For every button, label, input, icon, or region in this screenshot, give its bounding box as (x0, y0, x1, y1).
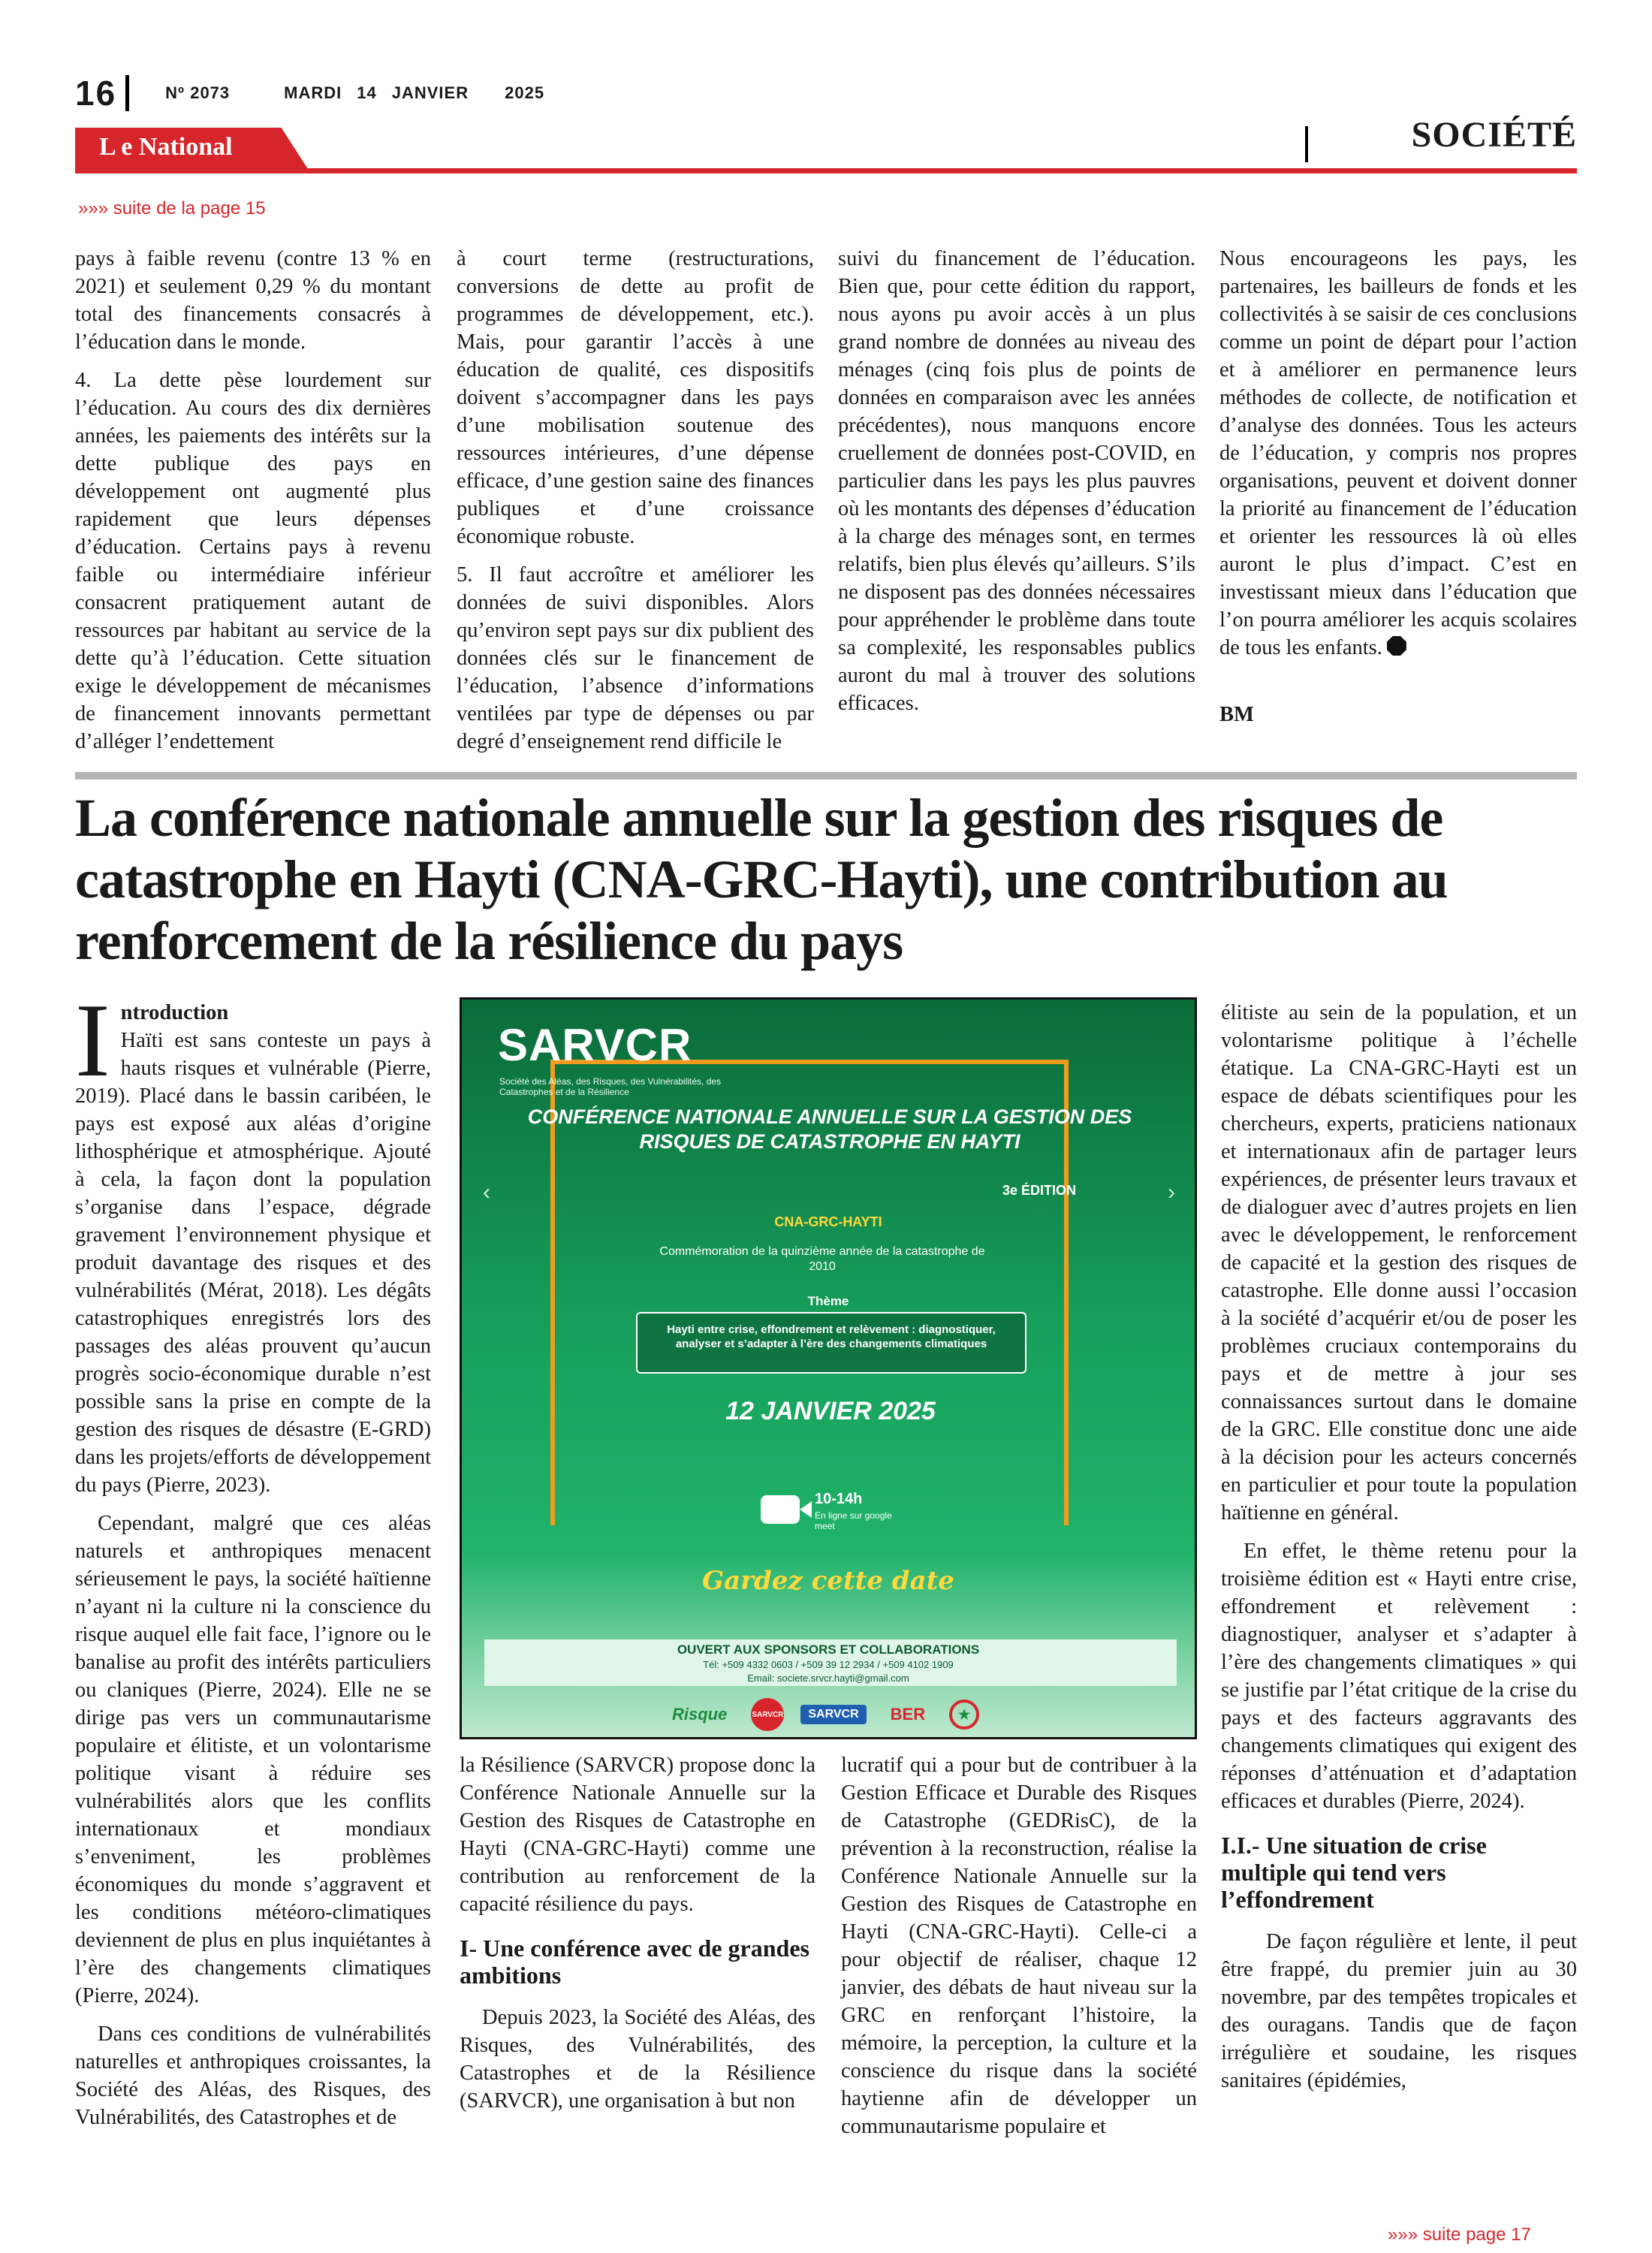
paragraph: Haïti est sans conteste un pays à hauts risques et vulnérable (Pierre, 2019). Placé dans le bassin caribéen, le pays est exposé aux aléas d’origine lithosphérique et atmosphérique. Ajouté à cela, la façon dont la population s’organise dans l’espace, dégrade gravement l’environnement physique et produit davantage des risques et des vulnérabilités (Mérat, 2018). Les dégâts catastrophiques enregistrés lors des passages des aléas prouvent qu’aucun progrès socio-économique durable n’est possible sans la prise en compte de la gestion des risques de désastre (E-GRD) dans les projets/efforts de développement du pays (Pierre, 2023). (75, 1029, 431, 1497)
sarvcr-badge-logo: SARVCR (800, 1705, 866, 1724)
star-logo: ★ (949, 1700, 979, 1730)
main-article-column-1 (75, 982, 431, 2142)
year: 2025 (505, 83, 545, 102)
chevron-right-icon: › (1168, 1180, 1175, 1205)
masthead (75, 72, 598, 114)
top-article-column-3 (838, 245, 1195, 728)
poster-date: 12 JANVIER 2025 (725, 1397, 936, 1425)
poster-save-date: Gardez cette date (702, 1566, 954, 1596)
paragraph: lucratif qui a pour but de contribuer à la Gestion Efficace et Durable des Risques de Catastrophe (GEDRisC), de la prévention à la reconstruction, réalise la Conférence Nationale Annuelle sur la Gestion des Risques de Catastrophe en Hayti (CNA-GRC-Hayti). Celle-ci a pour objectif de réaliser, chaque 12 janvier, des débats de haut niveau sur la GRC en renforçant l’histoire, la mémoire, la perception, la culture et la conscience du risque dans la société haytienne afin de développer un communautarisme populaire et (841, 1754, 1197, 2138)
end-of-article-icon (1387, 636, 1406, 656)
paragraph (1219, 245, 1577, 662)
sarvcr-logo: SARVCR (498, 1020, 692, 1070)
continued-from: »»» suite de la page 15 (78, 198, 266, 219)
sponsor-logos (665, 1698, 979, 1731)
top-article-column-4 (1219, 245, 1577, 739)
section-title: SOCIÉTÉ (1411, 115, 1577, 155)
header-rule (75, 168, 1577, 173)
paragraph: 5. Il faut accroître et améliorer les données de suivi disponibles. Alors qu’environ sept pays sur dix publient des données clés sur le financement de l’éducation, l’absence d’informations ventilées par type de dépenses ou par degré d’enseignement rend difficile le (457, 563, 814, 753)
poster-theme: Hayti entre crise, effondrement et relèvement : diagnostiquer, analyser et s’adapter à l’ère des changements climatiques (636, 1312, 1026, 1374)
paragraph: Dans ces conditions de vulnérabilités naturelles et anthropiques croissantes, la Société des Aléas, des Risques, des Vulnérabilités, des Catastrophes et de (75, 2022, 431, 2129)
paragraph: pays à faible revenu (contre 13 % en 2021) et seulement 0,29 % du montant total des financements consacrés à l’éducation dans le monde. (75, 247, 431, 354)
page-number: 16 (75, 74, 117, 113)
top-article-column-1 (75, 245, 431, 766)
poster-phone: Tél: +509 4332 0603 / +509 39 12 2934 / +509 4102 1909 (703, 1659, 954, 1670)
poster-open-to: OUVERT AUX SPONSORS ET COLLABORATIONS (677, 1642, 980, 1657)
poster-acronym: CNA-GRC-HAYTI (774, 1214, 882, 1229)
chevron-left-icon: ‹ (483, 1180, 490, 1205)
main-article-column-2 (460, 1751, 815, 2125)
poster-edition: 3e ÉDITION (1002, 1183, 1077, 1198)
video-camera-icon (761, 1495, 800, 1524)
sarvcr-round-logo: SARVCR (751, 1698, 784, 1731)
paragraph: élitiste au sein de la population, et un volontarisme politique à l’échelle étatique. La CNA-GRC-Hayti est un espace de débats scientifiques pour les chercheurs, experts, praticiens nationaux et internationaux afin de partager leurs expériences, de présenter leurs travaux et de dialoguer avec d’autres projets en lien avec le développement, le renforcement de capacité et la gestion des risques de catastrophe. Elle donne aussi l’occasion à la société d’acquérir et/ou de poser les problèmes cruciaux contemporains du pays et de mettre à jour ses connaissances surtout dans le domaine de la GRC. Elle constitue donc une aide à la décision pour les acteurs concernés en particulier et pour toute la population haïtienne en général. (1221, 1001, 1577, 1525)
main-article-column-3 (841, 1751, 1197, 2151)
day: 14 (357, 83, 377, 102)
risque-logo: Risque (672, 1705, 728, 1724)
poster-email: Email: societe.srvcr.hayti@gmail.com (747, 1672, 909, 1684)
intro-heading (75, 999, 431, 1027)
poster-commemoration: Commémoration de la quinzième année de la catastrophe de 2010 (659, 1245, 985, 1273)
month: JANVIER (391, 83, 469, 102)
poster-title: CONFÉRENCE NATIONALE ANNUELLE SUR LA GESTION DES RISQUES DE CATASTROPHE EN HAYTI (527, 1105, 1132, 1153)
poster-time: 10-14h (815, 1491, 863, 1507)
brand-logo: L e National (99, 133, 233, 161)
paragraph: 4. La dette pèse lourdement sur l’éducation. Au cours des dix dernières années, les paiements des intérêts sur la dette publique des pays en développement ont augmenté plus rapidement que leurs dépenses d’éducation. Certains pays à revenu faible ou intermédiaire inférieur consacrent pratiquement autant de ressources par habitant au service de la dette qu’à l’éducation. Cette situation exige le développement de mécanismes de financement innovants permettant d’alléger l’endettement (75, 369, 431, 753)
top-article-column-2 (457, 245, 814, 766)
weekday: MARDI (284, 83, 342, 102)
paragraph: suivi du financement de l’éducation. Bien que, pour cette édition du rapport, nous ayons pu avoir accès à un plus grand nombre de données au niveau des ménages (cinq fois plus de points de données en comparaison avec les années précédentes), nous manquons encore cruellement de données post-COVID, en particulier dans les pays les plus pauvres où les montants des dépenses d’éducation à la charge des ménages sont, en termes relatifs, bien plus élevés qu’ailleurs. S’ils ne disposent pas des données nécessaires pour appréhender le problème dans toute sa complexité, les responsables publics auront du mal à trouver des solutions efficaces. (838, 247, 1195, 715)
intro-title: ntroduction (120, 1001, 229, 1024)
author-signature: BM (1219, 703, 1254, 726)
paragraph: Cependant, malgré que ces aléas naturels et anthropiques menacent sérieusement le pays, la société haïtienne n’ayant ni la culture ni la conscience du risque auquel elle fait face, l’ignore ou le banalise au profit des intérêts particuliers ou claniques (Pierre, 2024). Elle ne se dirige pas vers un communautarisme populaire et élitiste, et un volontarisme politique visant à réduire ses vulnérabilités alors que les conflits internationaux et mondiaux s’enveniment, les problèmes économiques du monde s’aggravent et les conditions météoro-climatiques deviennent de plus en plus inquiétantes à l’ère des changements climatiques (Pierre, 2024). (75, 1512, 431, 2007)
page-number-divider (125, 75, 129, 111)
issue-number: Nº 2073 (165, 83, 231, 102)
paragraph: En effet, le thème retenu pour la troisième édition est « Hayti entre crise, effondrement et relèvement : diagnostiquer, analyser et s’adapter à l’ère des changements climatiques » qui se justifie par l’état critique de la crise du pays et des facteurs aggravants des changements climatiques qui exigent des réponses d’atténuation et d’adaptation efficaces et durables (Pierre, 2024). (1221, 1540, 1577, 1813)
section-divider (1305, 126, 1308, 162)
subheading-2: I.I.- Une situation de crise multiple qui tend vers l’effondrement (1221, 1832, 1487, 1913)
continued-to: »»» suite page 17 (1388, 2224, 1531, 2245)
poster-theme-label: Thème (807, 1294, 849, 1308)
main-article-column-4 (1221, 999, 1577, 2105)
paragraph: la Résilience (SARVCR) propose donc la Conférence Nationale Annuelle sur la Gestion des Risques de Catastrophe en Hayti (CNA-GRC-Hayti) comme une contribution au renforcement de la capacité résilience du pays. (460, 1754, 815, 1916)
article-headline: La conférence nationale annuelle sur la gestion des risques de catastrophe en Hayti (CNA-GRC-Hayti), une contribution au renforcement de la résilience du pays (75, 788, 1448, 971)
sarvcr-logo-subtitle: Société des Aléas, des Risques, des Vulnérabilités, des Catastrophes et de la Résilience (499, 1076, 722, 1097)
paragraph: Depuis 2023, la Société des Aléas, des Risques, des Vulnérabilités, des Catastrophes et de la Résilience (SARVCR), une organisation à but non (460, 2006, 815, 2113)
poster-online: En ligne sur google meet (815, 1510, 892, 1531)
subheading-1: I- Une conférence avec de grandes ambitions (460, 1935, 809, 1989)
article-divider (75, 772, 1577, 780)
paragraph: à court terme (restructurations, conversions de dette au profit de programmes de développement, etc.). Mais, pour garantir l’accès à une éducation de qualité, ces dispositifs doivent s’accompagner dans les pays d’une mobilisation soutenue des ressources intérieures, d’une dépense efficace, d’une gestion saine des finances publiques et d’une croissance économique robuste. (457, 247, 814, 548)
closing-text: Nous encourageons les pays, les partenaires, les bailleurs de fonds et les collectivités à se saisir de ces conclusions comme un point de départ pour l’action et à améliorer en permanence leurs méthodes de collecte, de notification et d’analyse des données. Tous les acteurs de l’éducation, y compris nos propres organisations, peuvent et doivent donner la priorité au financement de l’éducation et orienter les ressources là où elles auront le plus d’impact. C’est en investissant mieux dans l’éducation que l’on pourra améliorer les acquis scolaires de tous les enfants. (1219, 247, 1577, 659)
drop-cap: I (75, 982, 110, 1099)
conference-poster (460, 997, 1197, 1739)
ber-logo: BER (890, 1705, 926, 1724)
paragraph: De façon régulière et lente, il peut être frappé, du premier juin au 30 novembre, par des tempêtes tropicales et des ouragans. Tandis que de façon irrégulière et soudaine, les risques sanitaires (épidémies, (1221, 1930, 1577, 2092)
